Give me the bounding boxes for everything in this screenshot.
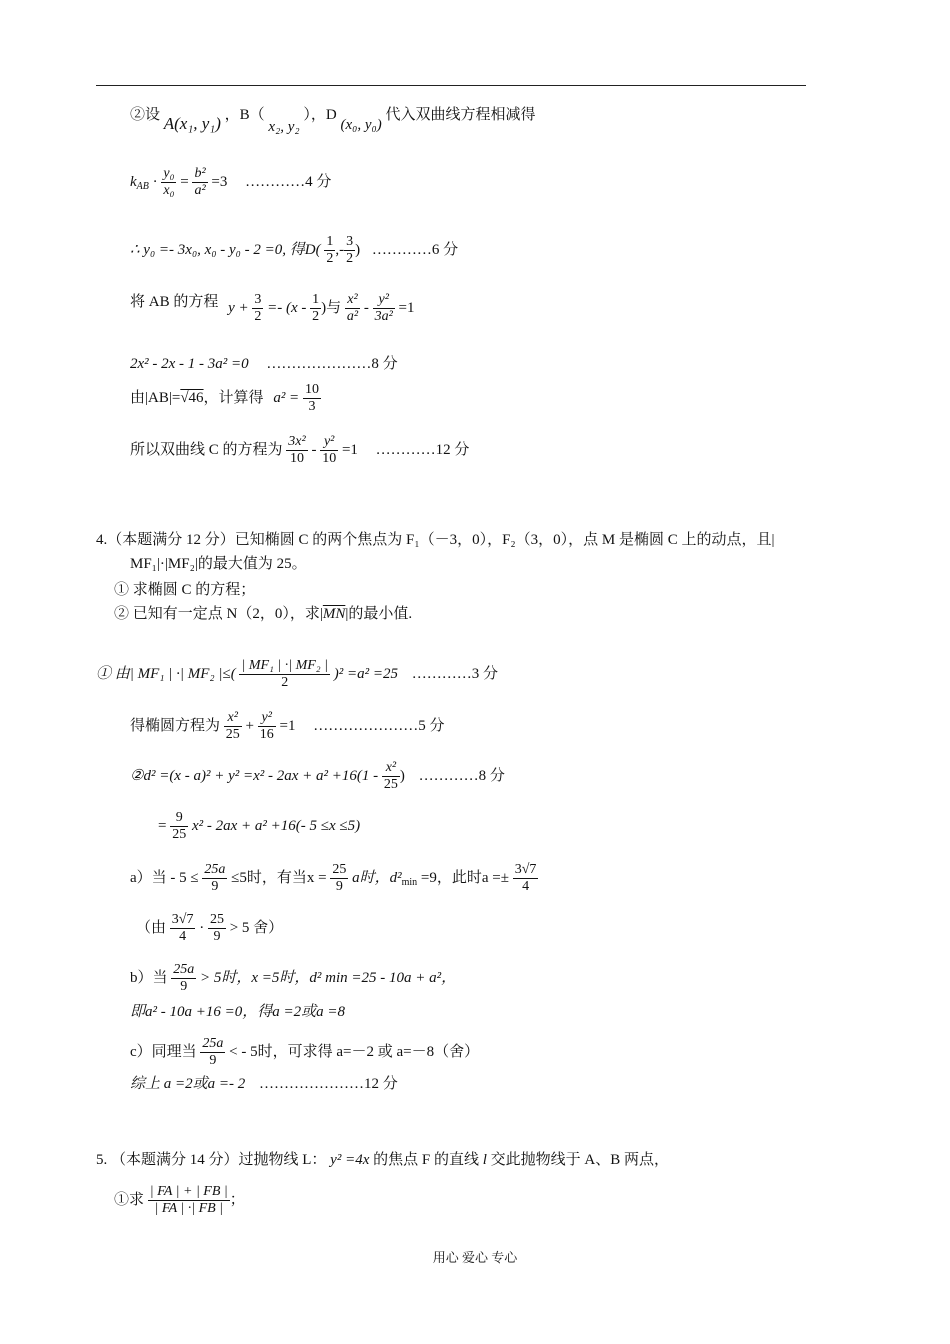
question-4-part-2: ② 已知有一定点 N（2，0），求$|\overline{MN}|$的最小值. — [114, 606, 413, 622]
math-b: x₂, y₂ — [268, 119, 300, 135]
solution-line-ab-length: 由|AB|=√46，计算得 a² = $\frac{10}{3}$ — [130, 382, 319, 414]
text: ②设 — [130, 107, 161, 123]
score: …………3 分 — [411, 665, 499, 682]
question-4-stem-cont: MF₁|·|MF₂|的最大值为 25。 — [130, 556, 307, 572]
solution-line-setup — [130, 104, 536, 135]
question-4-stem: 4.（本题满分 12 分）已知椭圆 C 的两个焦点为 F₁（－3，0），F₂（3，0），点 M 是椭圆 C 上的动点，且| — [96, 532, 775, 548]
score: …………6 分 — [371, 241, 459, 258]
score: …………4 分 — [245, 173, 332, 190]
math-a: A(x₁, y₁) — [163, 114, 221, 133]
solution-line-quadratic: 2x² - 2x - 1 - 3a² =0 …………………8 分 — [130, 356, 398, 372]
text: ），D — [303, 107, 337, 123]
math-d: (x₀, y₀) — [340, 117, 382, 133]
solution-4-case-b: b）当 $\frac{25a}{9}$ > 5时，x =5时，d² min =25 - 10a + a²， — [130, 962, 457, 994]
score: …………………12 分 — [259, 1076, 398, 1092]
solution-line-hyperbola-result: 所以双曲线 C 的方程为 $\frac{\text{3x²}}{10}$ - $\frac{\text{y²}}{10}$ =1 …………12 分 — [130, 434, 470, 466]
question-4-part-1: ① 求椭圆 C 的方程； — [114, 582, 256, 598]
solution-line-point-d: ∴ y₀ =- 3x₀, x₀ - y₀ - 2 =0, 得D( $\frac{1}{2}$ ,- $\frac{3}{2}$ ) …………6 分 — [130, 234, 459, 266]
question-5-part-1: ①求 $\frac{| FA | + | FB |}{| FA | \cdot| FB |}$ ； — [114, 1184, 245, 1216]
page-footer: 用心 爱心 专心 — [432, 1250, 518, 1265]
score: …………………8 分 — [266, 356, 398, 372]
solution-4-distance-simplified: = $\frac{9}{25}$ x² - 2ax + a² +16(- 5 ≤x ≤5) — [158, 810, 361, 842]
solution-4-conclusion: 综上 a =2或a =- 2 …………………12 分 — [130, 1076, 398, 1092]
score: …………………5 分 — [313, 717, 445, 734]
solution-4-case-a-note: （由 $\frac{3√7}{4}$ · $\frac{25}{9}$ > 5 舍） — [136, 912, 284, 944]
text: ，B（ — [224, 107, 265, 123]
solution-line-ab-equation: 将 AB 的方程 y + $\frac{3}{2}$ =- (x - $\frac{1}{2}$ )与 $\frac{\text{x²}}{\text{a²}}$ - $\frac{\text{y²}}{\text{3a²}}$ =1 — [130, 292, 415, 324]
fraction: $\frac{\text{b²}}{\text{a²}}$ — [194, 166, 206, 198]
solution-4-step-1: ① 由| MF₁ | ·| MF₂ |≤( $\frac{\text{| MF₁ | ·| MF₂ |}}{2}$ )² =a² =25 …………3 分 — [96, 658, 499, 690]
solution-line-slope: $k_{AB}$ · $\frac{\text{y₀}}{\text{x₀}}$ = $\frac{\text{b²}}{\text{a²}}$ =3 …………4 分 — [130, 166, 332, 198]
text: 代入双曲线方程相减得 — [385, 107, 536, 123]
solution-4-ellipse-equation: 得椭圆方程为 $\frac{\text{x²}}{25}$ + $\frac{\text{y²}}{16}$ =1 …………………5 分 — [130, 710, 445, 742]
math-sub: AB — [136, 180, 149, 192]
solution-4-distance: ②d² =(x - a)² + y² =x² - 2ax + a² +16(1 - $\frac{\text{x²}}{25}$ ) …………8 分 — [130, 760, 505, 792]
score: …………8 分 — [418, 767, 505, 784]
header-rule — [96, 85, 806, 86]
solution-4-case-b-result: 即a² - 10a +16 =0，得a =2或a =8 — [130, 1004, 345, 1020]
score: …………12 分 — [375, 441, 470, 458]
question-5-stem: 5. （本题满分 14 分）过抛物线 L： y² =4x 的焦点 F 的直线 l 交此抛物线于 A、B 两点， — [96, 1152, 669, 1168]
solution-4-case-c: c）同理当 $\frac{25a}{9}$ < - 5时，可求得 a=－2 或 a=－8（舍） — [130, 1036, 480, 1068]
math: k — [130, 173, 137, 190]
solution-4-case-a: a）当 - 5 ≤ $\frac{25a}{9}$ ≤5时，有当x = $\frac{25}{9}$ a时，$d^2_{min} =9$，此时a =± $\frac{3√7}{4}$ — [130, 862, 537, 894]
fraction: $\frac{\text{y₀}}{\text{x₀}}$ — [163, 166, 175, 198]
